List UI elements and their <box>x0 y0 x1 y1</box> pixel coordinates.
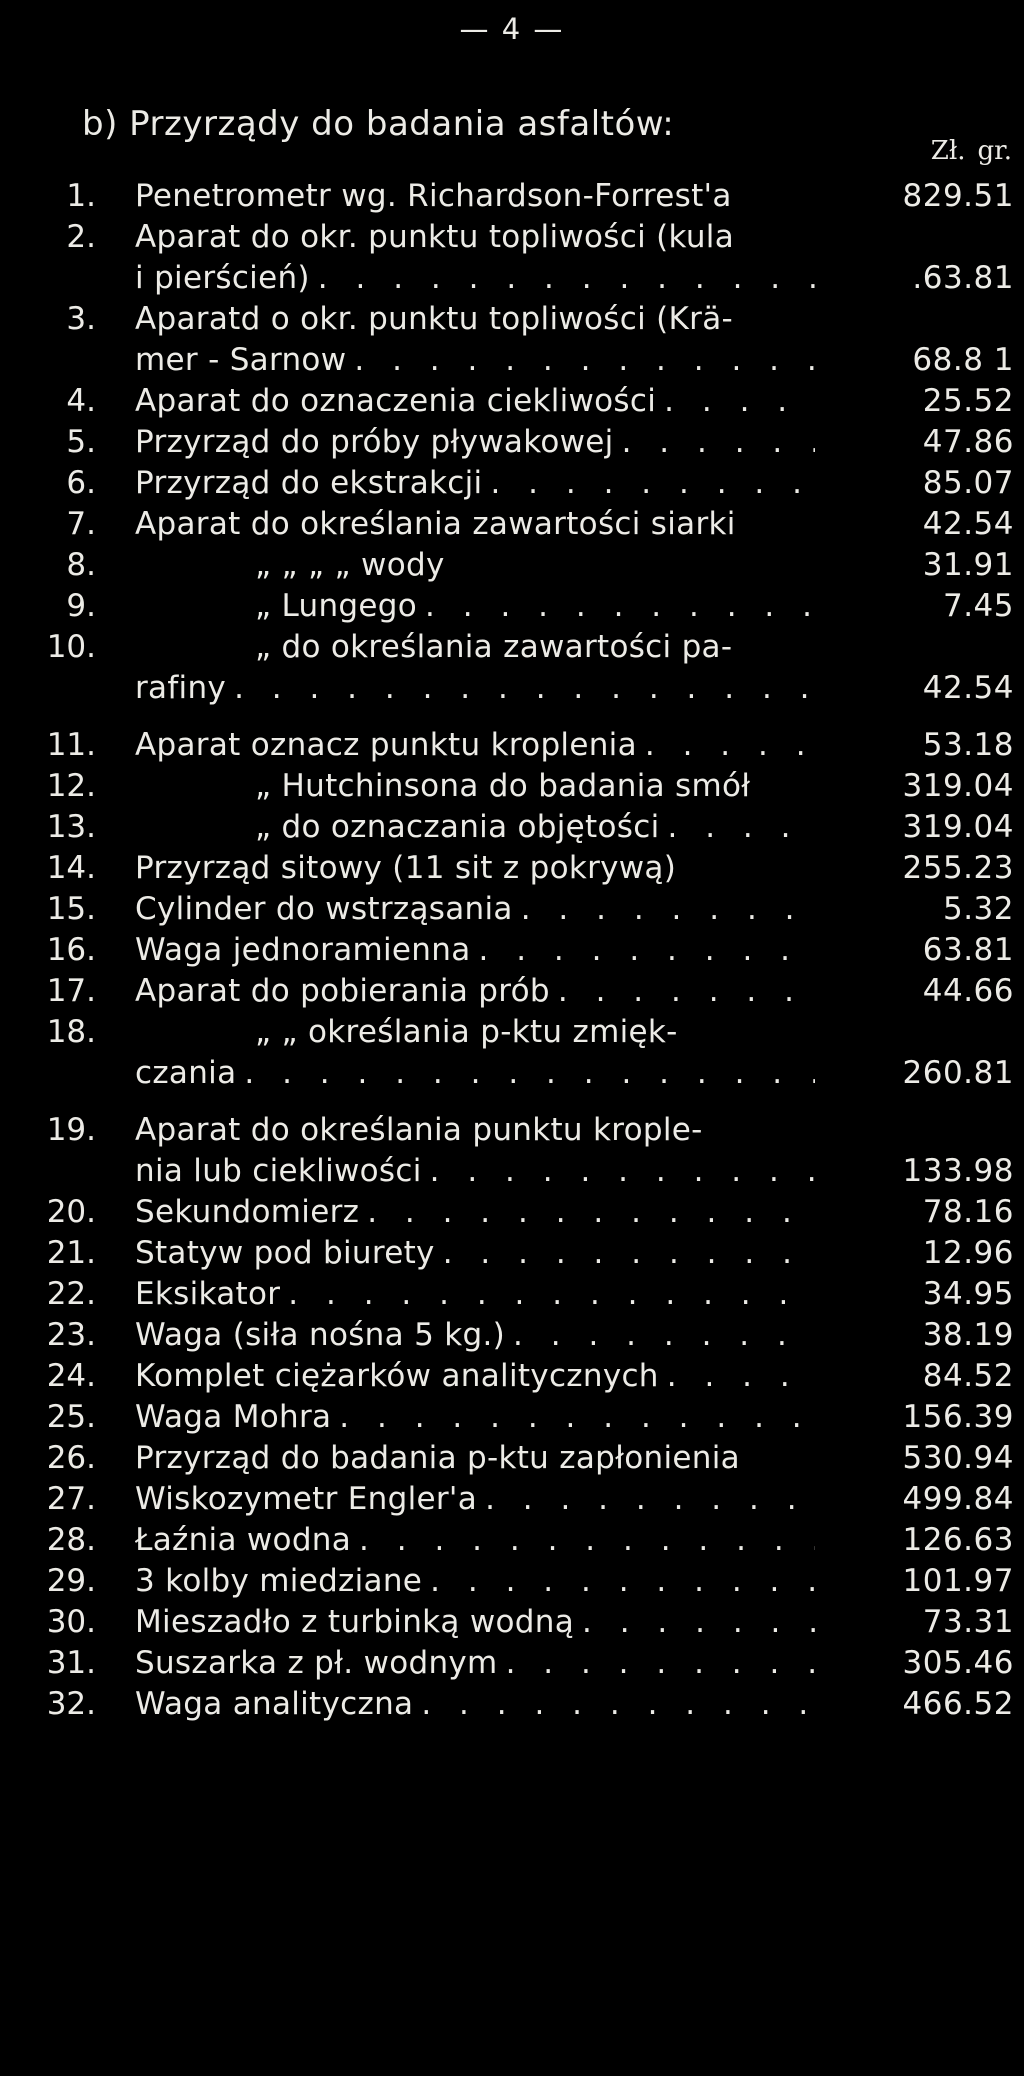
item-description <box>135 381 815 422</box>
page-number: — 4 — <box>459 12 565 46</box>
item-number: 4. <box>66 383 96 419</box>
item-price: 319.04 <box>902 809 1014 845</box>
item-description <box>135 668 815 709</box>
dot-leader <box>413 1684 815 1725</box>
dot-leader <box>422 1151 815 1192</box>
item-number: 15. <box>46 891 96 927</box>
item-number: 10. <box>46 629 96 665</box>
item-number: 16. <box>46 932 96 968</box>
item-price: 85.07 <box>922 465 1014 501</box>
list-item <box>0 1192 1024 1233</box>
item-description <box>255 545 815 586</box>
list-item <box>0 1110 1024 1151</box>
item-price: 38.19 <box>922 1317 1014 1353</box>
dot-leader <box>659 807 815 848</box>
item-description-text: Statyw pod biurety <box>135 1235 435 1271</box>
item-number: 28. <box>46 1522 96 1558</box>
dot-leader <box>550 971 815 1012</box>
item-number: 14. <box>46 850 96 886</box>
list-item <box>0 176 1024 217</box>
item-price: 319.04 <box>902 768 1014 804</box>
item-number: 26. <box>46 1440 96 1476</box>
list-item <box>0 1012 1024 1053</box>
item-description <box>135 1397 815 1438</box>
item-price: 126.63 <box>902 1522 1014 1558</box>
item-number: 1. <box>66 178 96 214</box>
item-description-text: Aparat do okr. punktu topliwości (kula <box>135 219 734 255</box>
dot-leader <box>659 1356 815 1397</box>
item-number: 12. <box>46 768 96 804</box>
item-price: 25.52 <box>922 383 1014 419</box>
item-description-text: Komplet ciężarków analitycznych <box>135 1358 659 1394</box>
item-description-text: Suszarka z pł. wodnym <box>135 1645 498 1681</box>
item-description-text: rafiny <box>135 670 227 706</box>
item-description-text: Łaźnia wodna <box>135 1522 352 1558</box>
item-description <box>135 848 815 889</box>
item-number: 7. <box>66 506 96 542</box>
list-item <box>0 807 1024 848</box>
item-number: 13. <box>46 809 96 845</box>
list-item <box>0 504 1024 545</box>
item-number: 3. <box>66 301 96 337</box>
list-item-continuation <box>0 258 1024 299</box>
item-description <box>135 725 815 766</box>
item-description <box>135 258 815 299</box>
item-description-text: „ do określania zawartości pa- <box>255 629 733 665</box>
item-price: 73.31 <box>922 1604 1014 1640</box>
item-description <box>135 1315 815 1356</box>
item-price: 84.52 <box>922 1358 1014 1394</box>
item-description-text: „ do oznaczania objętości <box>255 809 660 845</box>
item-price: 7.45 <box>942 588 1014 624</box>
list-item <box>0 1520 1024 1561</box>
dot-leader <box>614 422 815 463</box>
price-list <box>0 176 1024 1725</box>
item-description-text: Aparat do pobierania prób <box>135 973 550 1009</box>
list-item <box>0 627 1024 668</box>
item-number: 24. <box>46 1358 96 1394</box>
list-item <box>0 766 1024 807</box>
item-number: 27. <box>46 1481 96 1517</box>
list-item <box>0 971 1024 1012</box>
item-price: 47.86 <box>922 424 1014 460</box>
item-number: 22. <box>46 1276 96 1312</box>
item-description <box>135 1643 815 1684</box>
item-description <box>135 1602 815 1643</box>
item-description <box>135 1233 815 1274</box>
item-description-text: Mieszadło z turbinką wodną <box>135 1604 575 1640</box>
dot-leader <box>482 463 815 504</box>
list-item-continuation <box>0 1053 1024 1094</box>
item-description <box>135 340 815 381</box>
list-item <box>0 889 1024 930</box>
list-item-continuation <box>0 668 1024 709</box>
list-item-continuation <box>0 1151 1024 1192</box>
list-item <box>0 1397 1024 1438</box>
item-description-text: czania <box>135 1055 237 1091</box>
item-description-text: Aparat do określania zawartości siarki <box>135 506 736 542</box>
dot-leader <box>637 725 815 766</box>
item-description <box>135 1684 815 1725</box>
dot-leader <box>417 586 815 627</box>
list-item <box>0 1315 1024 1356</box>
dot-leader <box>331 1397 815 1438</box>
item-description-text: Przyrząd do ekstrakcji <box>135 465 483 501</box>
item-description-text: „ „ określania p-ktu zmięk- <box>255 1014 678 1050</box>
item-number: 18. <box>46 1014 96 1050</box>
item-description <box>135 504 815 545</box>
item-number: 20. <box>46 1194 96 1230</box>
item-price: 156.39 <box>902 1399 1014 1435</box>
dot-leader <box>346 340 815 381</box>
item-description-text: nia lub ciekliwości <box>135 1153 422 1189</box>
list-item <box>0 1561 1024 1602</box>
item-description <box>135 463 815 504</box>
dot-leader <box>280 1274 815 1315</box>
item-price: 530.94 <box>902 1440 1014 1476</box>
item-price: 44.66 <box>922 973 1014 1009</box>
item-description-text: Aparatd o okr. punktu topliwości (Krä- <box>135 301 733 337</box>
list-item <box>0 1438 1024 1479</box>
item-price: 42.54 <box>922 670 1014 706</box>
dot-leader <box>435 1233 815 1274</box>
list-item <box>0 848 1024 889</box>
item-description-text: Waga analityczna <box>135 1686 414 1722</box>
item-price: 53.18 <box>922 727 1014 763</box>
item-description-text: Cylinder do wstrząsania <box>135 891 513 927</box>
item-description <box>135 1151 815 1192</box>
item-description-text: Wiskozymetr Engler'a <box>135 1481 478 1517</box>
item-number: 21. <box>46 1235 96 1271</box>
item-price: 260.81 <box>902 1055 1014 1091</box>
dot-leader <box>226 668 815 709</box>
item-description <box>135 176 815 217</box>
list-item <box>0 545 1024 586</box>
dot-leader <box>498 1643 815 1684</box>
dot-leader <box>236 1053 815 1094</box>
item-description <box>135 1274 815 1315</box>
item-number: 5. <box>66 424 96 460</box>
item-price: 34.95 <box>922 1276 1014 1312</box>
list-item <box>0 1274 1024 1315</box>
item-description-text: Eksikator <box>135 1276 281 1312</box>
dot-leader <box>422 1561 815 1602</box>
list-item <box>0 1684 1024 1725</box>
item-price: 466.52 <box>902 1686 1014 1722</box>
dot-leader <box>513 889 815 930</box>
dot-leader <box>351 1520 815 1561</box>
list-item <box>0 381 1024 422</box>
item-description <box>135 889 815 930</box>
list-item <box>0 463 1024 504</box>
item-price: 78.16 <box>922 1194 1014 1230</box>
item-description-text: Aparat do oznaczenia ciekliwości <box>135 383 657 419</box>
item-description <box>135 1356 815 1397</box>
list-item <box>0 299 1024 340</box>
list-item <box>0 1643 1024 1684</box>
item-description <box>255 627 815 668</box>
item-description-text: „ Hutchinsona do badania smół <box>255 768 751 804</box>
item-description-text: Penetrometr wg. Richardson-Forrest'a <box>135 178 732 214</box>
item-price: 255.23 <box>902 850 1014 886</box>
item-description-text: Sekundomierz <box>135 1194 360 1230</box>
item-number: 17. <box>46 973 96 1009</box>
list-item <box>0 586 1024 627</box>
dot-leader <box>505 1315 815 1356</box>
item-description <box>255 766 815 807</box>
item-description-text: i pierścień) <box>135 260 310 296</box>
item-price: .63.81 <box>912 260 1014 296</box>
dot-leader <box>656 381 815 422</box>
item-price: 101.97 <box>902 1563 1014 1599</box>
item-description <box>135 930 815 971</box>
currency-header <box>919 136 1012 166</box>
item-description <box>135 1438 815 1479</box>
item-price: 68.8 1 <box>912 342 1014 378</box>
list-item <box>0 1479 1024 1520</box>
item-description <box>255 586 815 627</box>
list-item <box>0 422 1024 463</box>
list-item <box>0 1602 1024 1643</box>
item-number: 29. <box>46 1563 96 1599</box>
dot-leader <box>574 1602 815 1643</box>
item-description <box>135 1053 815 1094</box>
dot-leader <box>359 1192 815 1233</box>
item-description-text: Przyrząd do badania p-ktu zapłonienia <box>135 1440 740 1476</box>
item-description <box>135 1192 815 1233</box>
item-price: 133.98 <box>902 1153 1014 1189</box>
item-number: 6. <box>66 465 96 501</box>
item-description-text: Aparat do określania punktu krople- <box>135 1112 703 1148</box>
list-item <box>0 725 1024 766</box>
item-number: 31. <box>46 1645 96 1681</box>
list-item <box>0 217 1024 258</box>
list-item <box>0 1356 1024 1397</box>
currency-zloty-label: Zł. <box>930 136 966 166</box>
list-item-continuation <box>0 340 1024 381</box>
item-number: 2. <box>66 219 96 255</box>
item-description-text: Przyrząd do próby pływakowej <box>135 424 614 460</box>
item-description-text: Waga Mohra <box>135 1399 332 1435</box>
dot-leader <box>310 258 815 299</box>
item-description <box>135 1520 815 1561</box>
item-number: 11. <box>46 727 96 763</box>
item-price: 31.91 <box>922 547 1014 583</box>
item-description <box>255 1012 815 1053</box>
item-description <box>135 1110 815 1151</box>
item-number: 25. <box>46 1399 96 1435</box>
item-price: 499.84 <box>902 1481 1014 1517</box>
item-description <box>135 299 815 340</box>
item-number: 19. <box>46 1112 96 1148</box>
item-description-text: mer - Sarnow <box>135 342 347 378</box>
item-number: 8. <box>66 547 96 583</box>
item-description-text: Waga (siła nośna 5 kg.) <box>135 1317 506 1353</box>
list-item <box>0 930 1024 971</box>
item-price: 5.32 <box>942 891 1014 927</box>
item-number: 23. <box>46 1317 96 1353</box>
item-description <box>135 1561 815 1602</box>
dot-leader <box>477 1479 815 1520</box>
item-price: 305.46 <box>902 1645 1014 1681</box>
item-number: 30. <box>46 1604 96 1640</box>
item-price: 12.96 <box>922 1235 1014 1271</box>
section-heading: b) Przyrządy do badania asfaltów: <box>82 104 675 144</box>
item-price: 63.81 <box>922 932 1014 968</box>
item-description <box>135 422 815 463</box>
item-price: 42.54 <box>922 506 1014 542</box>
item-number: 32. <box>46 1686 96 1722</box>
item-price: 829.51 <box>902 178 1014 214</box>
item-description-text: Waga jednoramienna <box>135 932 471 968</box>
item-description <box>135 1479 815 1520</box>
currency-grosz-label: gr. <box>977 136 1012 166</box>
item-number: 9. <box>66 588 96 624</box>
item-description-text: 3 kolby miedziane <box>135 1563 423 1599</box>
item-description-text: Przyrząd sitowy (11 sit z pokrywą) <box>135 850 677 886</box>
dot-leader <box>471 930 816 971</box>
item-description <box>255 807 815 848</box>
item-description-text: „ Lungego <box>255 588 418 624</box>
item-description <box>135 217 815 258</box>
list-item <box>0 1233 1024 1274</box>
item-description-text: Aparat oznacz punktu kroplenia <box>135 727 637 763</box>
item-description-text: „ „ „ „ wody <box>255 547 445 583</box>
item-description <box>135 971 815 1012</box>
